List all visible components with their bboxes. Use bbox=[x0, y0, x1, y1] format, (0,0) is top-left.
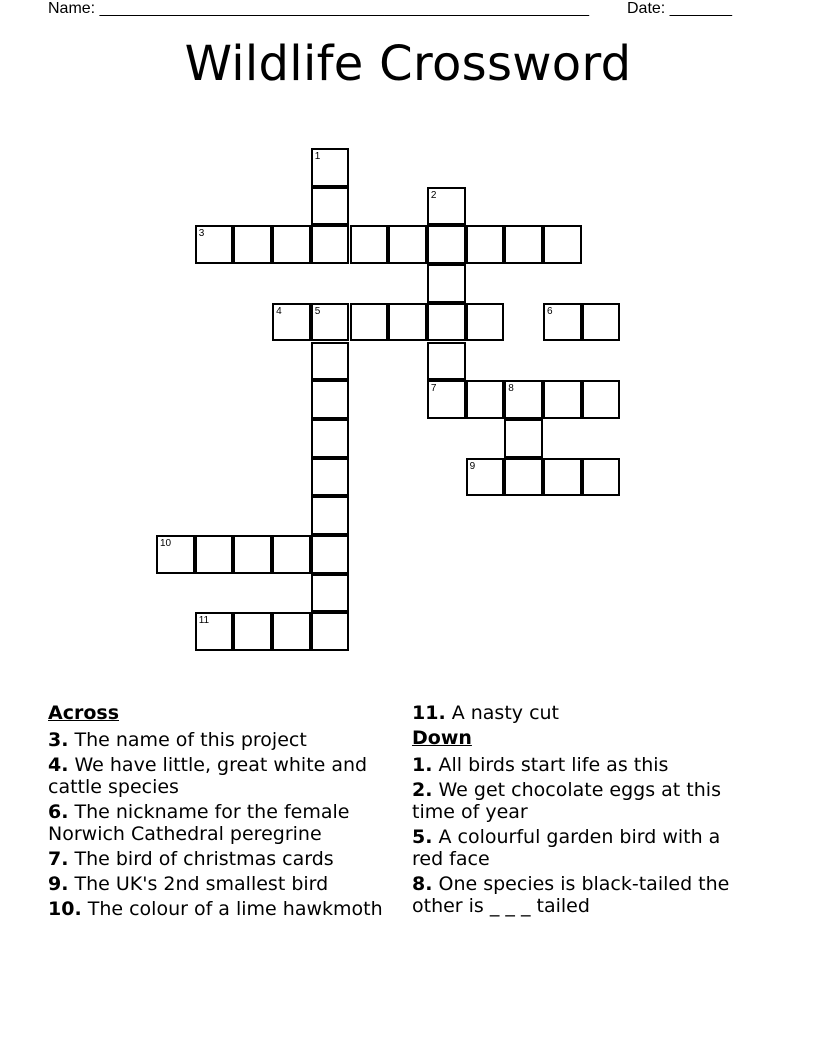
cell-number: 3 bbox=[198, 228, 205, 240]
grid-cell[interactable] bbox=[156, 535, 195, 574]
cell-number: 9 bbox=[469, 460, 476, 472]
grid-cell[interactable] bbox=[233, 225, 272, 264]
across-clue bbox=[48, 873, 393, 895]
grid-cell[interactable] bbox=[582, 380, 621, 419]
cell-number: 8 bbox=[508, 383, 514, 395]
grid-cell[interactable] bbox=[427, 380, 466, 419]
cell-number: 4 bbox=[276, 305, 282, 317]
grid-cell[interactable] bbox=[582, 458, 621, 497]
across-clue bbox=[48, 801, 393, 845]
clue-text: All birds start life as this bbox=[432, 754, 669, 776]
grid-cell[interactable] bbox=[504, 380, 543, 419]
grid-cell[interactable] bbox=[543, 380, 582, 419]
grid-cell[interactable] bbox=[543, 225, 582, 264]
clue-text: The UK's 2nd smallest bird bbox=[68, 873, 329, 895]
grid-cell[interactable] bbox=[427, 187, 466, 226]
clue-text: The name of this project bbox=[68, 729, 307, 751]
grid-cell[interactable] bbox=[311, 535, 350, 574]
grid-cell[interactable] bbox=[272, 303, 311, 342]
clue-number: 3. bbox=[48, 729, 69, 751]
cell-number: 10 bbox=[160, 538, 172, 549]
grid-cell[interactable] bbox=[272, 612, 311, 651]
grid-cell[interactable] bbox=[311, 303, 350, 342]
clue-number: 7. bbox=[48, 848, 69, 870]
clue-number: 4. bbox=[48, 754, 69, 776]
clue-number: 8. bbox=[412, 873, 433, 895]
page-title: Wildlife Crossword bbox=[184, 36, 632, 92]
grid-cell[interactable] bbox=[350, 303, 389, 342]
grid-cell[interactable] bbox=[233, 612, 272, 651]
grid-cell[interactable] bbox=[272, 225, 311, 264]
clues-column-right bbox=[412, 702, 757, 920]
grid-cell[interactable] bbox=[311, 458, 350, 497]
down-heading: Down bbox=[412, 727, 472, 749]
grid-cell[interactable] bbox=[388, 225, 427, 264]
down-clue bbox=[412, 779, 757, 823]
grid-cell[interactable] bbox=[466, 380, 505, 419]
grid-cell[interactable] bbox=[195, 225, 234, 264]
clue-text: The bird of christmas cards bbox=[68, 848, 334, 870]
cell-number: 5 bbox=[314, 305, 321, 317]
across-clue bbox=[48, 848, 393, 870]
cell-number: 7 bbox=[430, 383, 437, 395]
grid-cell[interactable] bbox=[272, 535, 311, 574]
grid-cell[interactable] bbox=[543, 458, 582, 497]
clue-number: 10. bbox=[48, 898, 82, 920]
clues-column-left bbox=[48, 702, 393, 923]
grid-cell[interactable] bbox=[466, 458, 505, 497]
clue-text: A nasty cut bbox=[445, 702, 560, 724]
grid-cell[interactable] bbox=[427, 342, 466, 381]
clue-text: One species is black-tailed the other is _ _ _ tailed bbox=[412, 873, 730, 917]
grid-cell[interactable] bbox=[311, 148, 350, 187]
date-field[interactable]: Date: _______ bbox=[627, 0, 732, 17]
grid-cell[interactable] bbox=[233, 535, 272, 574]
name-field[interactable]: Name: _______________________________________________________ bbox=[48, 0, 589, 17]
grid-cell[interactable] bbox=[543, 303, 582, 342]
clue-number: 1. bbox=[412, 754, 433, 776]
grid-cell[interactable] bbox=[311, 612, 350, 651]
grid-cell[interactable] bbox=[427, 303, 466, 342]
down-clue bbox=[412, 754, 757, 776]
grid-cell[interactable] bbox=[311, 496, 350, 535]
clue-number: 11. bbox=[412, 702, 446, 724]
clue-text: The colour of a lime hawkmoth bbox=[81, 898, 383, 920]
grid-cell[interactable] bbox=[466, 225, 505, 264]
grid-cell[interactable] bbox=[504, 419, 543, 458]
clue-number: 5. bbox=[412, 826, 433, 848]
down-clue bbox=[412, 873, 757, 917]
grid-cell[interactable] bbox=[311, 342, 350, 381]
grid-cell[interactable] bbox=[311, 380, 350, 419]
clue-text: The nickname for the female Norwich Cathedral peregrine bbox=[48, 801, 350, 845]
clue-text: We have little, great white and cattle species bbox=[48, 754, 368, 798]
down-clue bbox=[412, 826, 757, 870]
grid-cell[interactable] bbox=[311, 187, 350, 226]
grid-cell[interactable] bbox=[311, 419, 350, 458]
clue-text: We get chocolate eggs at this time of year bbox=[412, 779, 721, 823]
grid-cell[interactable] bbox=[504, 458, 543, 497]
across-heading: Across bbox=[48, 702, 120, 724]
across-clue bbox=[48, 729, 393, 751]
grid-cell[interactable] bbox=[195, 535, 234, 574]
grid-cell[interactable] bbox=[427, 225, 466, 264]
clue-number: 6. bbox=[48, 801, 69, 823]
clue-number: 9. bbox=[48, 873, 69, 895]
grid-cell[interactable] bbox=[582, 303, 621, 342]
grid-cell[interactable] bbox=[311, 574, 350, 613]
across-clue bbox=[48, 754, 393, 798]
clue-number: 2. bbox=[412, 779, 433, 801]
grid-cell[interactable] bbox=[427, 264, 466, 303]
grid-cell[interactable] bbox=[504, 225, 543, 264]
cell-number: 6 bbox=[547, 305, 553, 317]
cell-number: 2 bbox=[430, 189, 437, 201]
grid-cell[interactable] bbox=[350, 225, 389, 264]
clue-text: A colourful garden bird with a red face bbox=[412, 826, 721, 870]
grid-cell[interactable] bbox=[466, 303, 505, 342]
grid-cell[interactable] bbox=[311, 225, 350, 264]
grid-cell[interactable] bbox=[388, 303, 427, 342]
cell-number: 11 bbox=[198, 615, 210, 627]
across-clue bbox=[48, 898, 393, 920]
across-clue bbox=[412, 702, 757, 724]
cell-number: 1 bbox=[314, 151, 321, 162]
grid-cell[interactable] bbox=[195, 612, 234, 651]
